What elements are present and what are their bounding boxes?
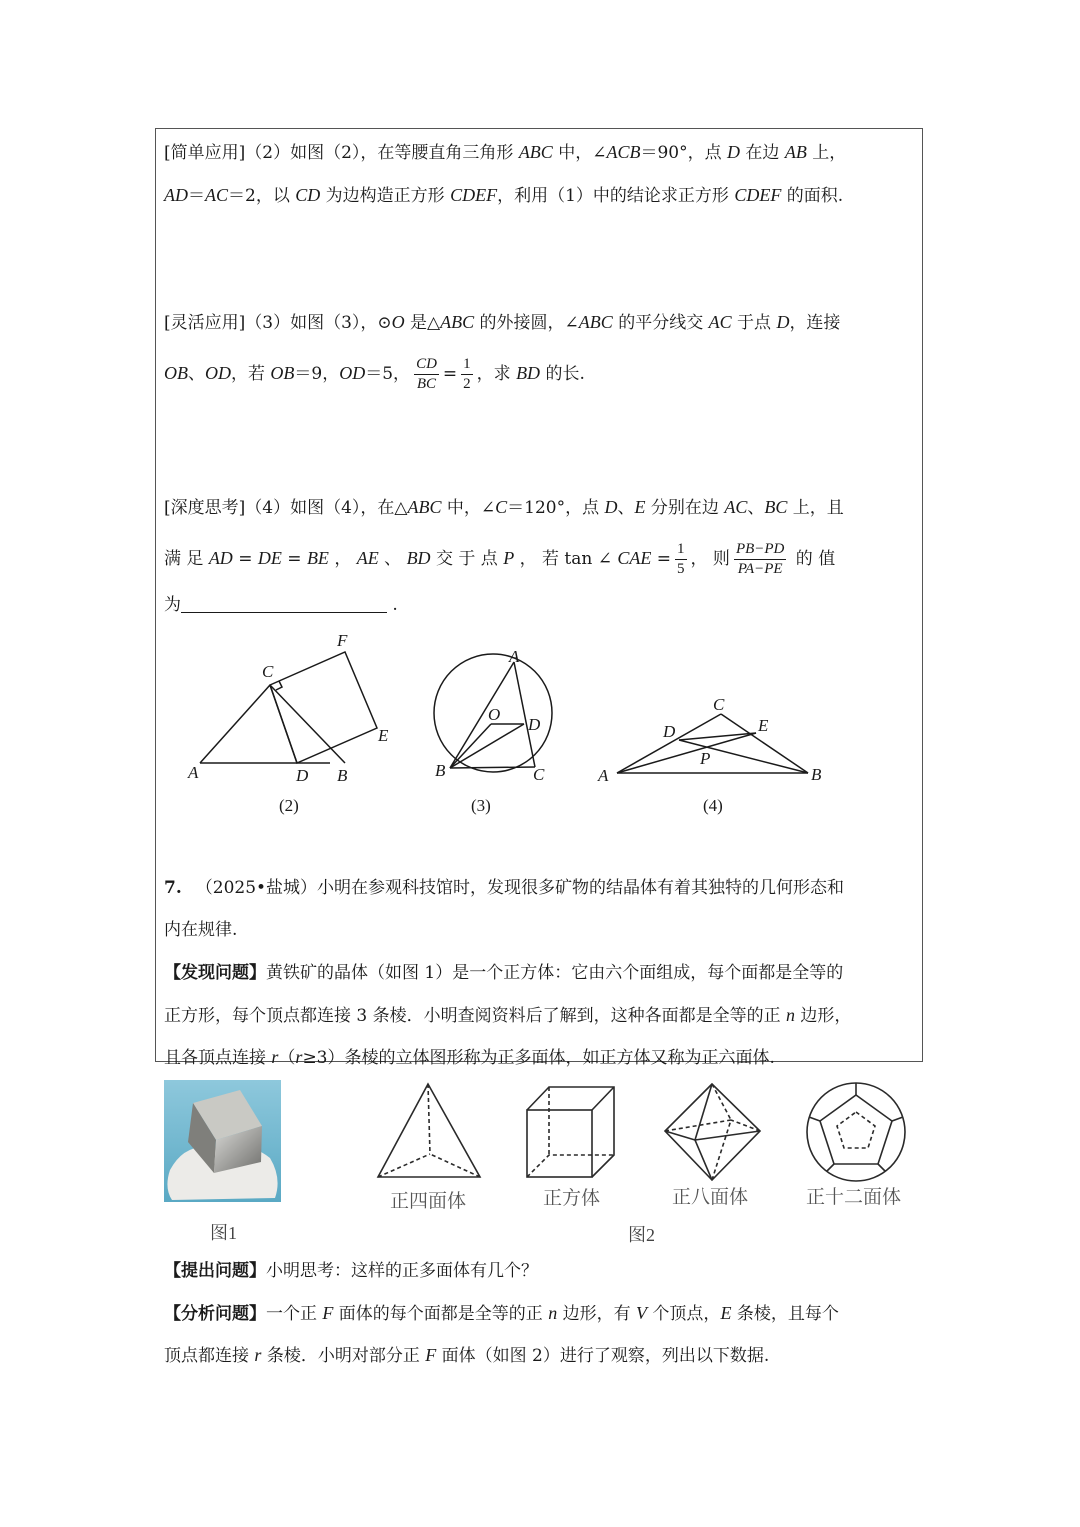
solid-label-dodecahedron: 正十二面体	[806, 1186, 902, 1208]
fig2-label-C: C	[262, 662, 274, 681]
fraction-target: $\frac{PB-PD}{PA-PE}$	[735, 541, 785, 577]
cube-icon	[527, 1087, 614, 1177]
figure-4-triangle	[617, 714, 808, 773]
octahedron-icon	[665, 1084, 760, 1180]
q6-part2-line1: [简单应用]（2）如图（2），在等腰直角三角形 ABC 中，∠ACB＝90°，点 D 在边 AB 上，	[164, 142, 847, 163]
q7-discover-line2: 正方形，每个顶点都连接 3 条棱．小明查阅资料后了解到，这种各面都是全等的正 n 边形，	[164, 1005, 852, 1026]
fig4-label-P: P	[700, 749, 711, 768]
q7-line2: 内在规律.	[164, 920, 238, 940]
polyhedra-figures	[0, 1070, 1080, 1250]
fig3-label-A: A	[509, 647, 520, 666]
solid-label-tetrahedron: 正四面体	[390, 1190, 467, 1212]
fig4-label-A: A	[598, 766, 609, 785]
fig2-caption: (2)	[279, 796, 299, 815]
fig2-label-D: D	[296, 766, 309, 785]
fig2-label-F: F	[337, 631, 348, 650]
fraction-one-fifth: $\frac{1}{5}$	[677, 541, 685, 577]
q6-part4-line3: 为 .	[164, 595, 398, 615]
pyrite-photo	[164, 1080, 281, 1202]
fig4-label-E: E	[758, 716, 769, 735]
q7-number: 7.	[164, 878, 182, 898]
fig4-label-D: D	[663, 722, 676, 741]
q6-part2-line2: AD＝AC＝2，以 CD 为边构造正方形 CDEF，利用（1）中的结论求正方形 CDEF 的面积.	[164, 185, 844, 206]
fig1-caption: 图1	[210, 1223, 237, 1243]
fig3-label-B: B	[435, 761, 446, 780]
fig2-label-E: E	[378, 726, 389, 745]
q7-discover-line1: 【发现问题】黄铁矿的晶体（如图 1）是一个正方体：它由六个面组成，每个面都是全等的	[164, 963, 844, 983]
fig4-label-C: C	[713, 695, 725, 714]
q7-analyze-line1: 【分析问题】一个正 F 面体的每个面都是全等的正 n 边形，有 V 个顶点，E 条棱，且每个	[164, 1303, 839, 1324]
q6-part3-line2: OB、OD，若 OB＝9，OD＝5， $\frac{CD}{BC}$ = $\frac{1}{2}$ ，求 BD 的长.	[164, 356, 585, 392]
fig3-label-D: D	[528, 715, 541, 734]
q6-part4-line2: 满 足 AD = DE = BE ， AE 、 BD 交 于 点 P ， 若 tan ∠ CAE = $\frac{1}{5}$ ， 则 $\frac{PB-PD}{PA-PE}$ 的 值	[164, 541, 836, 577]
q6-part4-line1: [深度思考]（4）如图（4），在△ABC 中，∠C＝120°，点 D、E 分别在边 AC、BC 上，且	[164, 497, 844, 518]
fig2-label-B: B	[337, 766, 348, 785]
solid-label-cube: 正方体	[543, 1187, 601, 1209]
fig3-label-C: C	[533, 765, 545, 784]
fig3-label-O: O	[488, 705, 501, 724]
q7-line1: 7. （2025•盐城）小明在参观科技馆时，发现很多矿物的结晶体有着其独特的几何形态和	[164, 878, 845, 898]
q7-analyze-line2: 顶点都连接 r 条棱．小明对部分正 F 面体（如图 2）进行了观察，列出以下数据.	[164, 1345, 770, 1366]
fig2-label-A: A	[188, 763, 199, 782]
figure-2-triangle-square	[200, 652, 377, 763]
fig4-caption: (4)	[703, 796, 723, 815]
fraction-one-half: $\frac{1}{2}$	[463, 356, 471, 392]
solid-label-octahedron: 正八面体	[672, 1186, 749, 1208]
fraction-cd-bc: $\frac{CD}{BC}$	[416, 356, 437, 392]
q6-part3-line1: [灵活应用]（3）如图（3），⊙O 是△ABC 的外接圆，∠ABC 的平分线交 AC 于点 D，连接	[164, 312, 841, 333]
tetrahedron-icon	[378, 1084, 480, 1177]
fig4-label-B: B	[811, 765, 822, 784]
fig2-caption-q7: 图2	[628, 1225, 655, 1245]
fig3-caption: (3)	[471, 796, 491, 815]
q7-ask-line: 【提出问题】小明思考：这样的正多面体有几个？	[164, 1261, 538, 1281]
dodecahedron-icon	[807, 1083, 905, 1181]
q7-discover-line3: 且各顶点连接 r（r≥3）条棱的立体图形称为正多面体，如正方体又称为正六面体.	[164, 1047, 775, 1068]
